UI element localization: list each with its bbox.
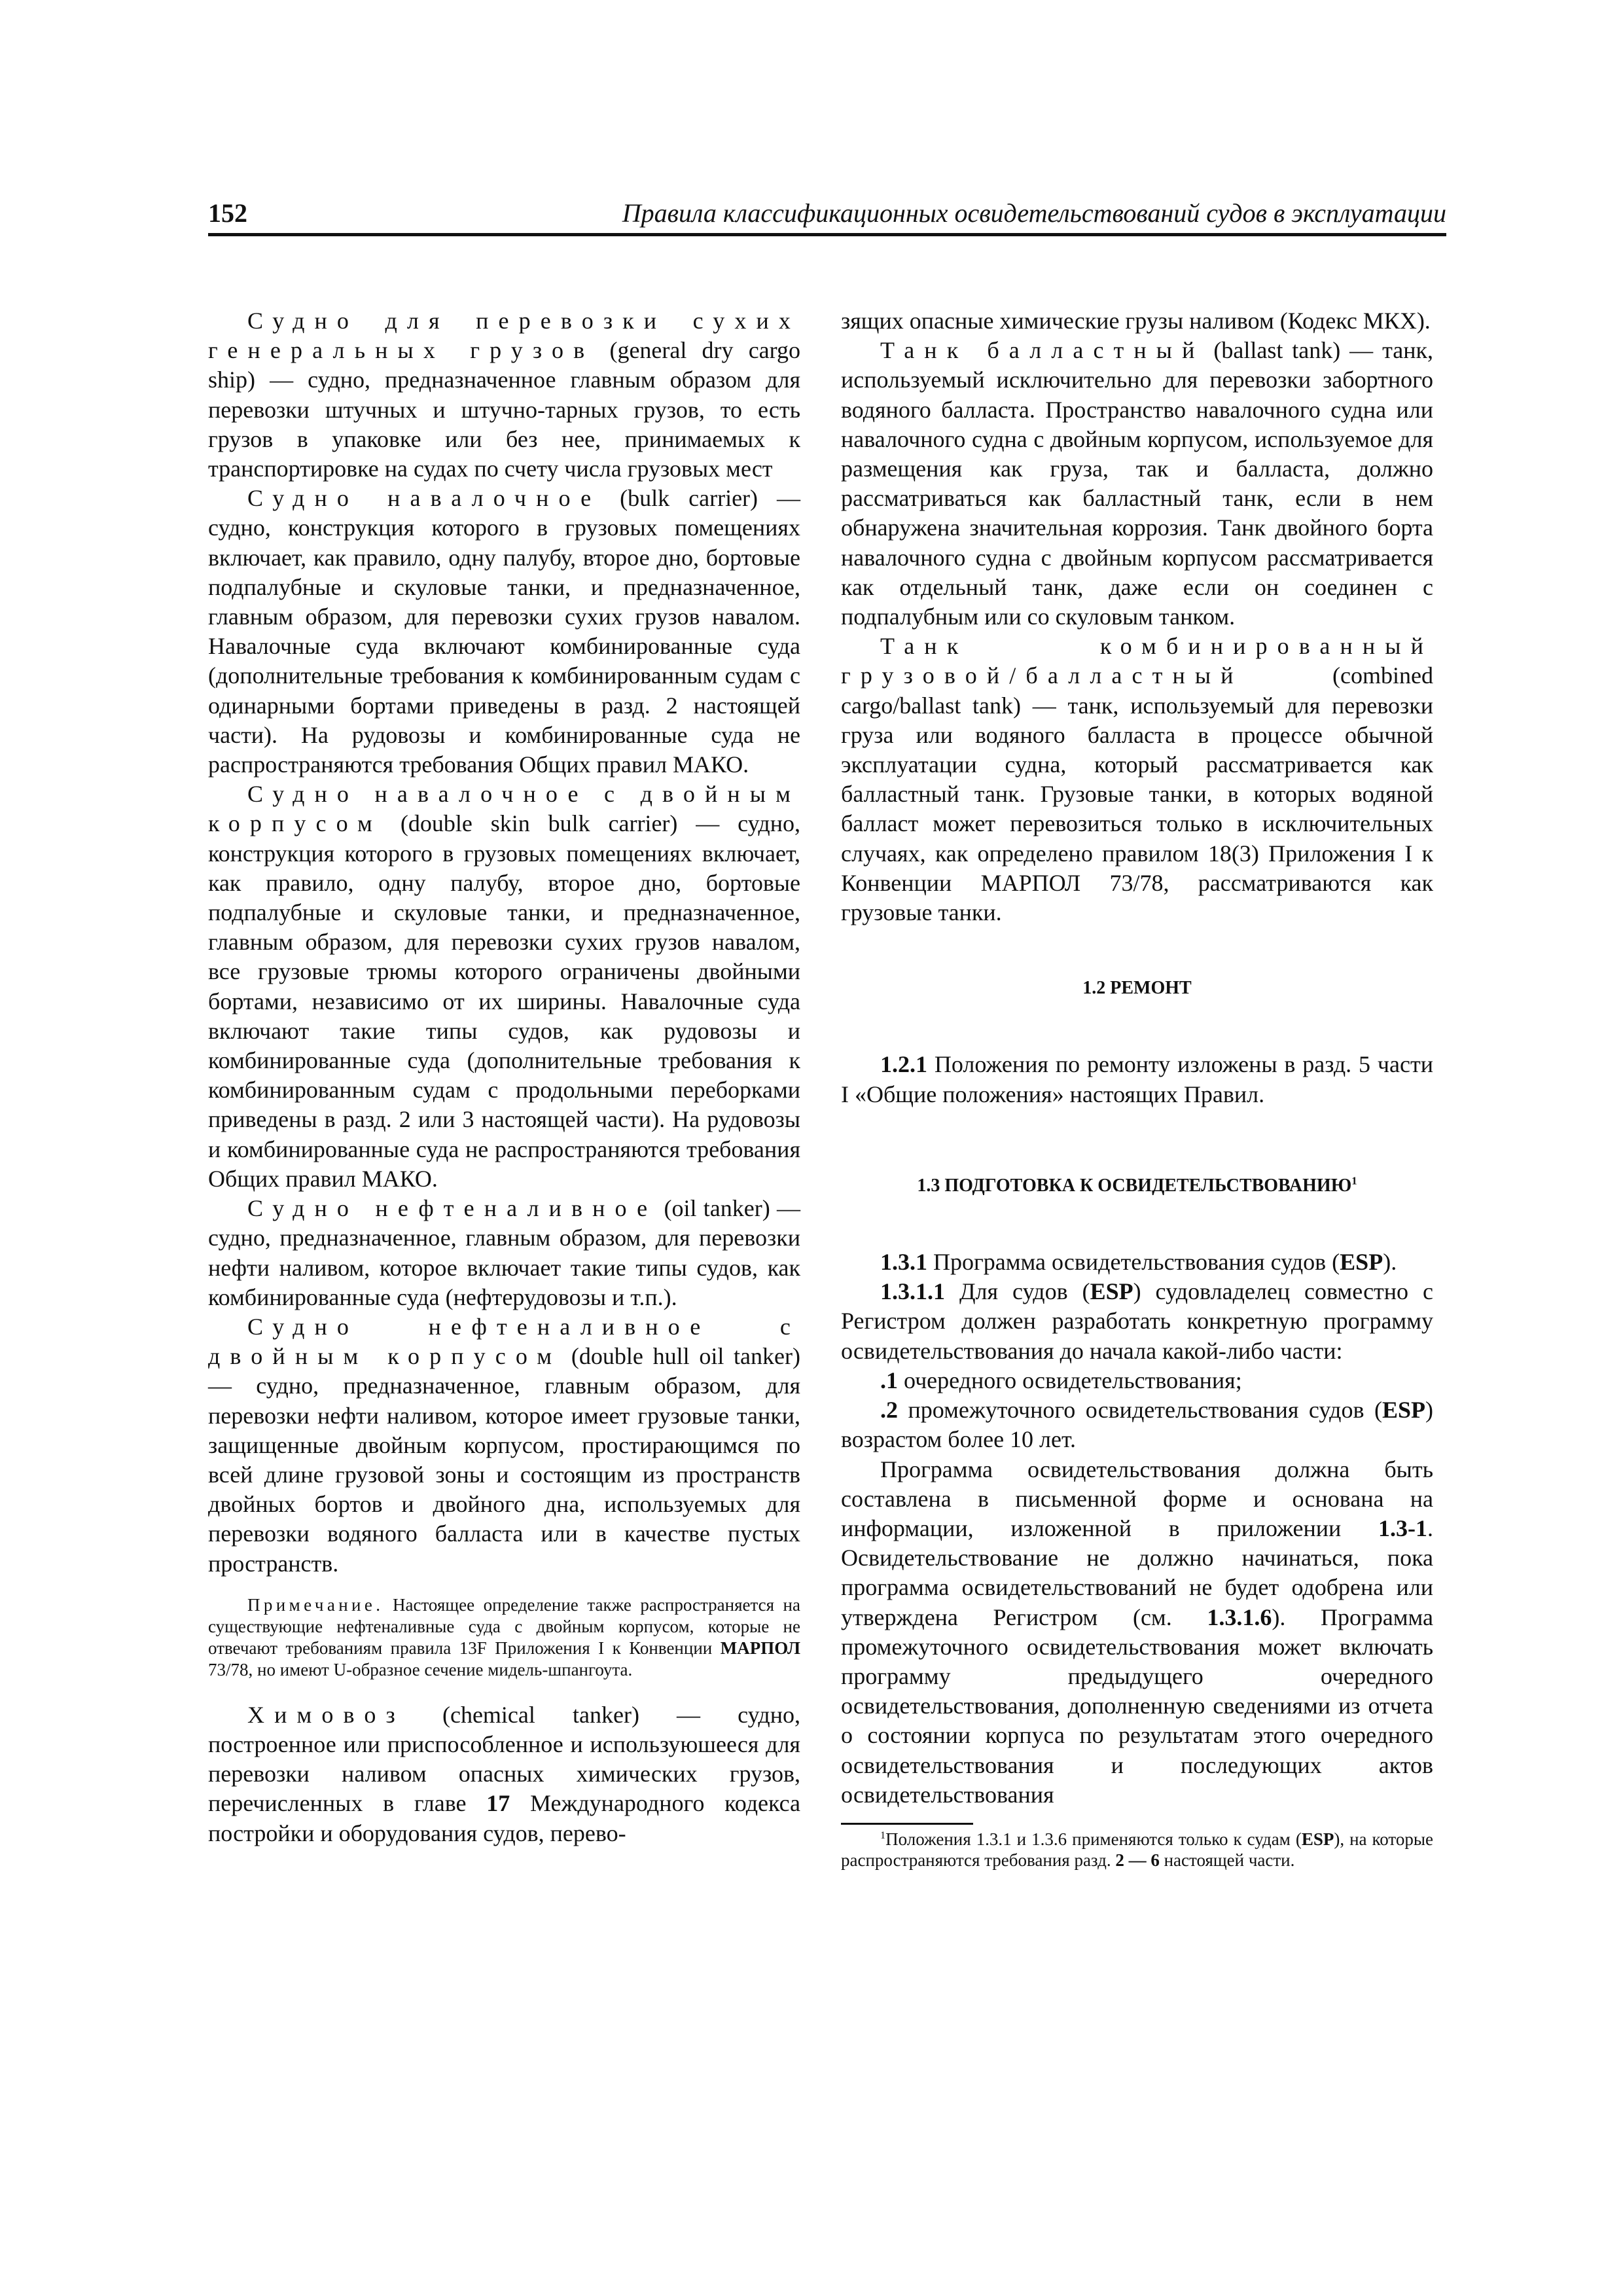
section-heading-preparation	[841, 1171, 1433, 1200]
paragraph-1-2-1	[841, 1050, 1433, 1109]
page-number: 152	[208, 198, 247, 228]
item-text: очередного освидетельствования;	[898, 1367, 1242, 1393]
clause-text: Для судов (	[945, 1278, 1090, 1305]
paragraph-text-end: ). Программа промежуточного освидетельствования может включать программу предыдущего очередного освидетельствования, дополненную сведениями из отчета о состоянии корпуса по результатам этого очередного освидетельствования и последующих актов освидетельствования	[841, 1604, 1433, 1808]
definition-text: (general dry cargo ship) — судно, предназначенное главным образом для перевозки штучных и штучно-тарных грузов, то есть грузов в упаковке или без нее, принимаемых к транспортировке на судах по счету числа грузовых мест	[208, 337, 800, 482]
list-item-2	[841, 1395, 1433, 1454]
note-text: Настоящее определение также распространяется на существующие нефтеналивные суда с двойным корпусом, которые не отвечают требованиям правила 13F Приложения I к Конвенции	[208, 1594, 800, 1658]
definition-ballast-tank	[841, 336, 1433, 632]
clause-text-end: ) судовладелец совместно с Регистром должен разработать конкретную программу освидетельствования до начала какой-либо части:	[841, 1278, 1434, 1364]
term: Судно нефтеналивное	[247, 1195, 658, 1222]
clause-number: 1.3.1.1	[880, 1278, 945, 1305]
item-number: .2	[880, 1397, 898, 1424]
item-text-end: ) возрастом более 10 лет.	[841, 1397, 1433, 1453]
running-title: Правила классификационных освидетельствований судов в эксплуатации	[622, 198, 1446, 228]
chapter-number: 17	[486, 1790, 510, 1817]
term: Судно навалочное с двойным корпусом	[208, 781, 800, 837]
definition-bulk-carrier	[208, 484, 800, 780]
term: Танк балластный	[880, 337, 1205, 364]
clause-ref: 1.3.1.6	[1207, 1604, 1272, 1630]
header-rule	[208, 233, 1446, 236]
appendix-ref: 1.3-1	[1378, 1515, 1427, 1541]
note-label: Примечание.	[247, 1594, 384, 1615]
definition-text: (double hull oil tanker) — судно, предназначенное, главным образом, для перевозки нефти наливом, которое имеет грузовые танки, защищенные двойным корпусом, простирающимся по всей длине грузовой зоны и состоящим из пространств двойных бортов и двойного дна, используемых для перевозки водяного балласта или в качестве пустых пространств.	[208, 1343, 800, 1577]
right-column	[841, 306, 1433, 1871]
page-header	[208, 198, 1446, 232]
definition-text: (bulk carrier) — судно, конструкция которого в грузовых помещениях включает, как правило, одну палубу, второе дно, бортовые подпалубные и скуловые танки, и предназначенное, главным образом, для перевозки сухих грузов навалом. Навалочные суда включают комбинированные суда (дополнительные требования к комбинированным судам с одинарными бортами приведены в разд. 2 настоящей части). На рудовозы и комбинированные суда не распространяются требования Общих правил МАКО.	[208, 485, 800, 778]
note	[208, 1594, 800, 1681]
item-text: промежуточного освидетельствования судов (	[898, 1397, 1382, 1424]
footnote-rule	[841, 1823, 973, 1825]
clause-text: Программа освидетельствования судов (	[927, 1249, 1340, 1276]
footnote-text: Положения 1.3.1 и 1.3.6 применяются только к судам (	[885, 1829, 1302, 1849]
esp-label: ESP	[1382, 1397, 1425, 1424]
note-marpol: МАРПОЛ	[720, 1638, 800, 1658]
paragraph-program	[841, 1455, 1433, 1810]
definition-text: (chemical tanker) — судно, построенное или приспособленное и используюшееся для перевозки наливом опасных химических грузов, перечисленных в главе	[208, 1701, 800, 1817]
definition-combined-tank	[841, 632, 1433, 927]
term: Судно для перевозки сухих генеральных грузов	[208, 308, 800, 364]
footnote-number: 1	[880, 1829, 886, 1841]
footnote-text-end: настоящей части.	[1159, 1850, 1295, 1870]
continuation-text: зящих опасные химические грузы наливом (Кодекс МКХ).	[841, 308, 1431, 334]
clause-text-end: ).	[1383, 1249, 1397, 1276]
definition-oil-tanker	[208, 1194, 800, 1312]
term: Судно нефтеналивное с двойным корпусом	[208, 1313, 800, 1370]
paragraph-1-3-1	[841, 1247, 1433, 1277]
left-column	[208, 306, 800, 1848]
section-heading-repair: 1.2 РЕМОНТ	[1082, 978, 1192, 999]
paragraph-text: Программа освидетельствования должна быть составлена в письменной форме и основана на информации, изложенной в приложении	[841, 1456, 1433, 1541]
esp-label: ESP	[1090, 1278, 1133, 1305]
paragraph-text-mid: . Освидетельствование не должно начинаться, пока программа освидетельствований не будет одобрена или утверждена Регистром (см.	[841, 1515, 1433, 1630]
definition-chemical-tanker	[208, 1700, 800, 1848]
definition-text-end: Международного кодекса постройки и оборудования судов, перево-	[208, 1790, 800, 1846]
esp-label: ESP	[1301, 1829, 1334, 1849]
note-text-end: 73/78, но имеют U-образное сечение мидель-шпангоута.	[208, 1659, 633, 1679]
definition-text: (oil tanker) — судно, предназначенное, главным образом, для перевозки нефти наливом, которое включает такие типы судов, как комбинированные суда (нефтерудовозы и т.п.).	[208, 1195, 800, 1310]
definition-text: (ballast tank) — танк, используемый исключительно для перевозки забортного водяного балласта. Пространство навалочного судна или навалочного судна с двойным корпусом, используемое для размещения как груза, так и балласта, должно рассматриваться как балластный танк, если в нем обнаружена значительная коррозия. Танк двойного борта навалочного судна с двойным корпусом рассматривается как отдельный танк, даже если он соединен с подпалубным или со скуловым танком.	[841, 337, 1433, 630]
definition-text: (double skin bulk carrier) — судно, конструкция которого в грузовых помещениях включает, как правило, одну палубу, второе дно, бортовые подпалубные и скуловые танки, и предназначенное, главным образом, для перевозки сухих грузов навалом, все грузовые трюмы которого ограничены двойными бортами, независимо от их ширины. Навалочные суда включают такие типы судов, как рудовозы и комбинированные суда (дополнительные требования к комбинированным судам с продольными переборками приведены в разд. 2 или 3 настоящей части). На рудовозы и комбинированные суда не распространяются требования Общих правил МАКО.	[208, 810, 800, 1192]
heading-text: 1.3 ПОДГОТОВКА К ОСВИДЕТЕЛЬСТВОВАНИЮ	[917, 1175, 1352, 1196]
footnote-marker: 1	[1351, 1174, 1357, 1187]
item-number: .1	[880, 1367, 898, 1393]
list-item-1	[841, 1366, 1433, 1395]
paragraph-1-3-1-1	[841, 1277, 1433, 1366]
term: Танк комбинированный грузовой/балластный	[841, 633, 1433, 689]
footnote-text-mid: ), на которые распространяются требования разд.	[841, 1829, 1433, 1870]
term: Судно навалочное	[247, 485, 601, 512]
section-range: 2 — 6	[1115, 1850, 1160, 1870]
esp-label: ESP	[1340, 1249, 1383, 1276]
clause-text: Положения по ремонту изложены в разд. 5 части I «Общие положения» настоящих Правил.	[841, 1051, 1433, 1107]
definition-text: (combined cargo/ballast tank) — танк, используемый для перевозки груза или водяного балласта в процессе обычной эксплуатации судна, который рассматривается как балластный танк. Грузовые танки, в которых водяной балласт может перевозиться только в исключительных случаях, как определено правилом 18(3) Приложения I к Конвенции МАРПОЛ 73/78, рассматриваются как грузовые танки.	[841, 662, 1433, 926]
clause-number: 1.2.1	[880, 1051, 927, 1078]
definition-general-cargo-ship	[208, 306, 800, 484]
term: Химовоз	[247, 1701, 405, 1728]
clause-number: 1.3.1	[880, 1249, 927, 1276]
definition-double-hull-oil-tanker	[208, 1312, 800, 1579]
footnote	[841, 1829, 1433, 1871]
definition-double-skin-bulk-carrier	[208, 780, 800, 1194]
